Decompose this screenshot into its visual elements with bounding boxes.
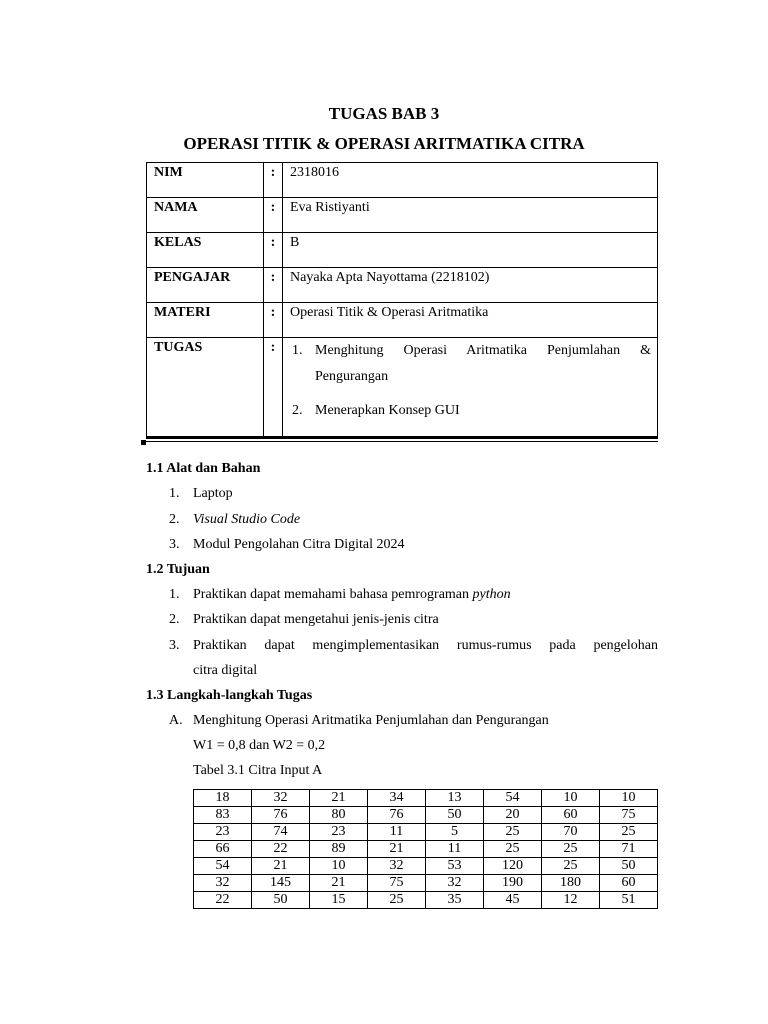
table-cell: 12 [542,892,600,909]
table-cell: 25 [600,824,658,841]
info-row-materi [147,303,658,338]
info-row-nama [147,198,658,233]
table-row [194,824,658,841]
table-row [194,858,658,875]
table-cell: 45 [484,892,542,909]
list-item-cont: citra digital [193,663,258,678]
table-cell: 22 [252,841,310,858]
section-heading: 1.3 Langkah-langkah Tugas [146,688,313,703]
list-number: 3. [169,638,180,653]
list-item [193,587,658,603]
table-row [194,807,658,824]
table-cell: 25 [542,841,600,858]
table-cell: 10 [542,790,600,807]
table-cell: 35 [426,892,484,909]
info-value: Nayaka Apta Nayottama (2218102) [283,268,658,303]
list-item-italic: python [472,587,511,602]
table-caption: Tabel 3.1 Citra Input A [193,763,323,778]
table-row [194,790,658,807]
table-cell: 5 [426,824,484,841]
info-value: Eva Ristiyanti [283,198,658,233]
list-item: Menghitung Operasi Aritmatika Penjumlahan dan Pengurangan [193,713,549,728]
table-cell: 18 [194,790,252,807]
tugas-text: Menghitung Operasi Aritmatika Penjumlahan & [315,343,651,358]
table-cell: 54 [484,790,542,807]
table-cell: 25 [368,892,426,909]
list-letter: A. [169,713,183,728]
table-cell: 32 [426,875,484,892]
table-cell: 83 [194,807,252,824]
table-cell: 190 [484,875,542,892]
list-item-text: Praktikan dapat memahami bahasa pemrograman [193,587,473,602]
table-cell: 60 [600,875,658,892]
table-cell: 21 [252,858,310,875]
list-item: Praktikan dapat mengimplementasikan rumus-rumus pada pengelohan [193,638,658,653]
info-key: NAMA [147,198,264,233]
table-cell: 50 [426,807,484,824]
table-cell: 75 [600,807,658,824]
info-key: MATERI [147,303,264,338]
table-cell: 32 [194,875,252,892]
table-cell: 74 [252,824,310,841]
info-key: PENGAJAR [147,268,264,303]
table-row [194,841,658,858]
table-cell: 32 [252,790,310,807]
section-heading: 1.2 Tujuan [146,562,210,577]
list-number: 1. [169,486,180,501]
table-row [194,892,658,909]
table-cell: 76 [368,807,426,824]
square-bullet-icon [141,440,146,445]
table-cell: 10 [310,858,368,875]
list-item: Visual Studio Code [193,512,301,527]
table-cell: 34 [368,790,426,807]
divider [146,441,658,442]
document-title: TUGAS BAB 3 [328,104,440,123]
list-item: Modul Pengolahan Citra Digital 2024 [193,537,405,552]
info-key: KELAS [147,233,264,268]
table-cell: 80 [310,807,368,824]
document-subtitle: OPERASI TITIK & OPERASI ARITMATIKA CITRA [183,134,585,153]
info-colon: : [264,303,283,338]
info-value: Operasi Titik & Operasi Aritmatika [283,303,658,338]
list-item: Praktikan dapat mengetahui jenis-jenis citra [193,612,439,627]
info-colon: : [264,268,283,303]
table-cell: 89 [310,841,368,858]
table-cell: 71 [600,841,658,858]
table-cell: 180 [542,875,600,892]
table-cell: 75 [368,875,426,892]
section-heading: 1.1 Alat dan Bahan [146,461,261,476]
table-cell: 32 [368,858,426,875]
table-cell: 23 [310,824,368,841]
table-cell: 50 [600,858,658,875]
identity-table [146,162,658,439]
info-value: B [283,233,658,268]
table-cell: 23 [194,824,252,841]
table-cell: 76 [252,807,310,824]
tugas-number: 2. [292,403,303,418]
tugas-text: Menerapkan Konsep GUI [315,403,460,418]
table-cell: 20 [484,807,542,824]
info-key: NIM [147,163,264,198]
tugas-text-cont: Pengurangan [315,369,389,384]
info-value: 2318016 [283,163,658,198]
table-cell: 21 [310,790,368,807]
list-number: 2. [169,612,180,627]
table-cell: 13 [426,790,484,807]
table-cell: 50 [252,892,310,909]
info-row-tugas [147,338,658,438]
citra-input-table [193,789,658,909]
table-cell: 11 [368,824,426,841]
table-cell: 10 [600,790,658,807]
table-cell: 145 [252,875,310,892]
table-cell: 15 [310,892,368,909]
info-row-pengajar [147,268,658,303]
table-cell: 51 [600,892,658,909]
info-key: TUGAS [147,338,264,438]
tugas-list [290,338,651,424]
table-cell: 53 [426,858,484,875]
list-number: 1. [169,587,180,602]
info-colon: : [264,198,283,233]
table-cell: 66 [194,841,252,858]
info-colon: : [264,163,283,198]
table-cell: 21 [368,841,426,858]
info-row-kelas [147,233,658,268]
info-colon: : [264,233,283,268]
table-cell: 120 [484,858,542,875]
list-number: 3. [169,537,180,552]
table-cell: 25 [484,824,542,841]
list-item: Laptop [193,486,233,501]
table-cell: 54 [194,858,252,875]
list-number: 2. [169,512,180,527]
info-value [283,338,658,438]
table-cell: 11 [426,841,484,858]
table-cell: 70 [542,824,600,841]
table-cell: 22 [194,892,252,909]
tugas-item [290,338,651,390]
info-colon: : [264,338,283,438]
table-cell: 25 [484,841,542,858]
tugas-number: 1. [292,343,303,358]
table-row [194,875,658,892]
table-cell: 21 [310,875,368,892]
tugas-item [290,398,651,424]
info-row-nim [147,163,658,198]
table-cell: 25 [542,858,600,875]
weights-text: W1 = 0,8 dan W2 = 0,2 [193,738,326,753]
table-cell: 60 [542,807,600,824]
